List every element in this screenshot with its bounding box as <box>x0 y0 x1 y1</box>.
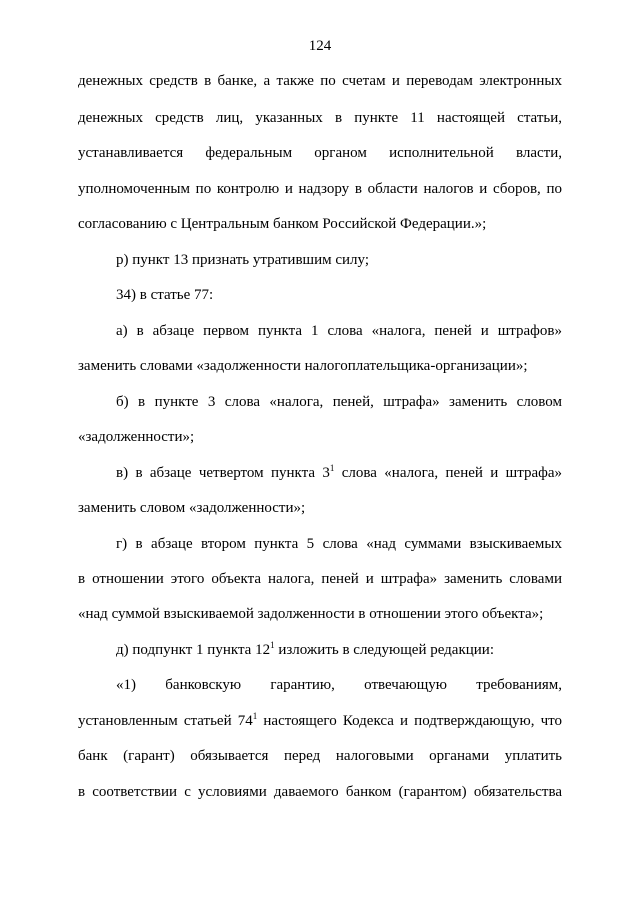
text-line-19 <box>78 712 562 730</box>
text-line-4: уполномоченным по контролю и надзору в области налогов и сборов, по <box>78 181 562 197</box>
text-line-2: денежных средств лиц, указанных в пункте 11 настоящей статьи, <box>78 110 562 126</box>
text-line-17-start: д) подпункт 1 пункта 12 <box>116 642 271 658</box>
text-line-12-end: слова «налога, пеней и штрафа» <box>334 465 562 481</box>
text-line-12-start: в) в абзаце четвертом пункта 3 <box>116 465 330 481</box>
text-line-14: г) в абзаце втором пункта 5 слова «над суммами взыскиваемых <box>116 536 562 552</box>
page-number: 124 <box>308 38 332 54</box>
text-line-17 <box>116 641 562 659</box>
text-line-3: устанавливается федеральным органом исполнительной власти, <box>78 145 562 161</box>
text-line-20: банк (гарант) обязывается перед налоговыми органами уплатить <box>78 748 562 764</box>
superscript-2: 1 <box>270 640 275 650</box>
text-line-19-start: установленным статьей 74 <box>78 713 253 729</box>
text-line-7: 34) в статье 77: <box>116 287 214 303</box>
text-line-17-end: изложить в следующей редакции: <box>274 642 495 658</box>
text-line-6: р) пункт 13 признать утратившим силу; <box>116 252 370 268</box>
text-line-12 <box>116 464 562 482</box>
text-line-19-end: настоящего Кодекса и подтверждающую, что <box>257 713 563 729</box>
superscript-1: 1 <box>329 463 335 473</box>
text-line-10: б) в пункте 3 слова «налога, пеней, штрафа» заменить словом <box>116 394 562 410</box>
text-line-11: «задолженности»; <box>78 429 195 445</box>
text-line-5: согласованию с Центральным банком Российской Федерации.»; <box>78 216 487 232</box>
text-line-13: заменить словом «задолженности»; <box>78 500 306 516</box>
text-line-21: в соответствии с условиями даваемого банком (гарантом) обязательства <box>78 784 562 800</box>
text-line-18: «1) банковскую гарантию, отвечающую требованиям, <box>116 677 562 693</box>
text-line-8: а) в абзаце первом пункта 1 слова «налога, пеней и штрафов» <box>116 323 562 339</box>
superscript-3: 1 <box>252 711 258 721</box>
text-line-9: заменить словами «задолженности налогоплательщика-организации»; <box>78 358 528 374</box>
text-line-15: в отношении этого объекта налога, пеней и штрафа» заменить словами <box>78 571 562 587</box>
text-line-16: «над суммой взыскиваемой задолженности в отношении этого объекта»; <box>78 606 544 622</box>
text-line-1: денежных средств в банке, а также по счетам и переводам электронных <box>78 73 562 89</box>
